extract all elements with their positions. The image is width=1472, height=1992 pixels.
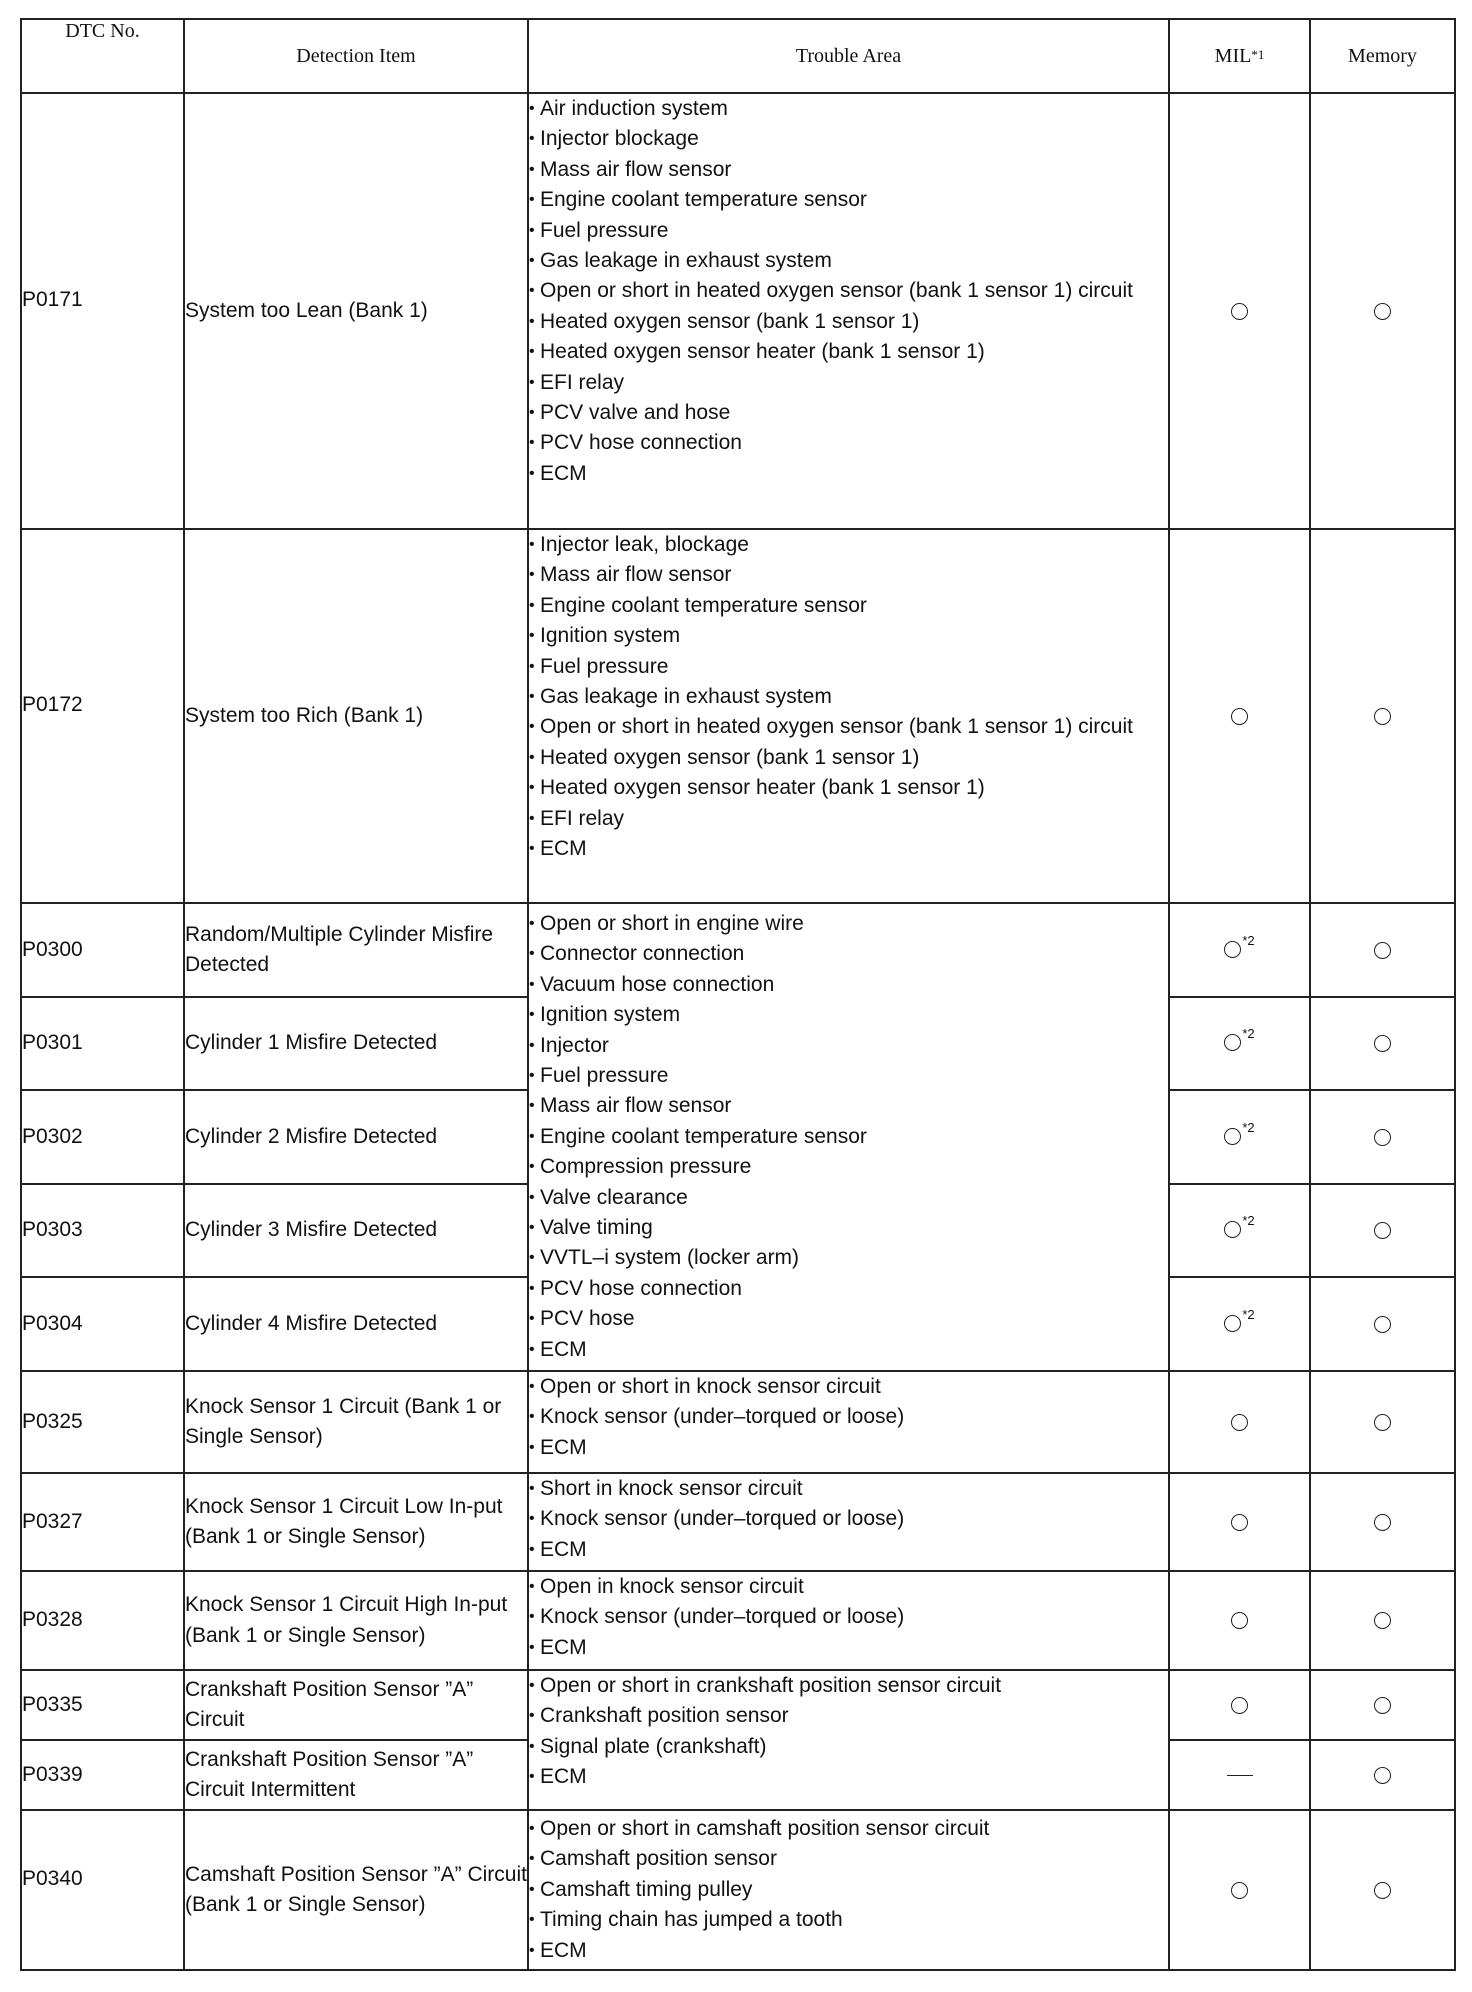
mil-circle-icon bbox=[1231, 708, 1248, 725]
trouble-area-list bbox=[529, 1372, 1168, 1463]
header-trouble-area: Trouble Area bbox=[528, 19, 1169, 93]
trouble-area-item: • ECM bbox=[529, 1335, 1168, 1365]
memory-cell bbox=[1310, 1810, 1455, 1970]
mil-footnote: *2 bbox=[1242, 1213, 1255, 1229]
mil-footnote: *2 bbox=[1242, 1026, 1255, 1042]
memory-circle-icon bbox=[1374, 1414, 1391, 1431]
mil-cell bbox=[1169, 1473, 1310, 1571]
dtc-code-cell bbox=[21, 1473, 184, 1571]
dtc-code-cell bbox=[21, 903, 184, 997]
trouble-area-item: • ECM bbox=[529, 459, 1168, 489]
trouble-area-item: • Crankshaft position sensor bbox=[529, 1701, 1168, 1731]
trouble-area-item: • Open or short in heated oxygen sensor (bank 1 sensor 1) circuit bbox=[529, 712, 1168, 742]
detection-item: Crankshaft Position Sensor ”A” Circuit Intermittent bbox=[184, 1740, 528, 1810]
trouble-area-item: • ECM bbox=[529, 1936, 1168, 1966]
detection-item: Random/Multiple Cylinder Misfire Detected bbox=[184, 903, 528, 997]
header-memory: Memory bbox=[1310, 19, 1455, 93]
dtc-table bbox=[20, 18, 1456, 1971]
detection-item: Cylinder 1 Misfire Detected bbox=[184, 997, 528, 1090]
dtc-code: P0327 bbox=[22, 1509, 83, 1533]
mil-circle-icon bbox=[1224, 1221, 1241, 1238]
mil-cell bbox=[1169, 93, 1310, 529]
trouble-area-item: • Engine coolant temperature sensor bbox=[529, 591, 1168, 621]
memory-cell bbox=[1310, 1473, 1455, 1571]
trouble-area-item: • ECM bbox=[529, 1633, 1168, 1663]
mil-cell bbox=[1169, 1090, 1310, 1184]
trouble-area-item: • Engine coolant temperature sensor bbox=[529, 1122, 1168, 1152]
detection-item: Crankshaft Position Sensor ”A” Circuit bbox=[184, 1670, 528, 1740]
header-mil-note: *1 bbox=[1251, 46, 1265, 62]
mil-cell bbox=[1169, 1371, 1310, 1473]
trouble-area-item: • Fuel pressure bbox=[529, 1061, 1168, 1091]
memory-cell bbox=[1310, 1740, 1455, 1810]
trouble-area-item: • Ignition system bbox=[529, 1000, 1168, 1030]
trouble-area-item: • ECM bbox=[529, 1762, 1168, 1792]
mil-circle-icon bbox=[1224, 1315, 1241, 1332]
detection-item: Cylinder 2 Misfire Detected bbox=[184, 1090, 528, 1184]
trouble-area-item: • Open in knock sensor circuit bbox=[529, 1572, 1168, 1602]
trouble-area-cell bbox=[528, 903, 1169, 1371]
header-mil-label: MIL bbox=[1214, 44, 1252, 67]
trouble-area-list bbox=[529, 530, 1168, 864]
mil-dash-icon bbox=[1227, 1775, 1253, 1777]
trouble-area-item: • Open or short in crankshaft position sensor circuit bbox=[529, 1671, 1168, 1701]
mil-cell bbox=[1169, 1810, 1310, 1970]
memory-circle-icon bbox=[1374, 942, 1391, 959]
mil-circle-icon bbox=[1224, 941, 1241, 958]
trouble-area-item: • Vacuum hose connection bbox=[529, 970, 1168, 1000]
memory-cell bbox=[1310, 1184, 1455, 1277]
trouble-area-item: • Air induction system bbox=[529, 94, 1168, 124]
trouble-area-item: • ECM bbox=[529, 1535, 1168, 1565]
memory-cell bbox=[1310, 1090, 1455, 1184]
trouble-area-item: • Knock sensor (under–torqued or loose) bbox=[529, 1504, 1168, 1534]
table-row bbox=[21, 1571, 1455, 1670]
trouble-area-item: • Fuel pressure bbox=[529, 652, 1168, 682]
detection-item: Knock Sensor 1 Circuit (Bank 1 or Single Sensor) bbox=[184, 1371, 528, 1473]
mil-cell bbox=[1169, 1740, 1310, 1810]
detection-item: Knock Sensor 1 Circuit High In-put (Bank 1 or Single Sensor) bbox=[184, 1571, 528, 1670]
trouble-area-item: • Valve clearance bbox=[529, 1183, 1168, 1213]
trouble-area-cell bbox=[528, 1473, 1169, 1571]
trouble-area-item: • Heated oxygen sensor (bank 1 sensor 1) bbox=[529, 307, 1168, 337]
memory-circle-icon bbox=[1374, 1222, 1391, 1239]
memory-circle-icon bbox=[1374, 1697, 1391, 1714]
mil-cell bbox=[1169, 1670, 1310, 1740]
trouble-area-item: • Gas leakage in exhaust system bbox=[529, 246, 1168, 276]
trouble-area-item: • VVTL–i system (locker arm) bbox=[529, 1243, 1168, 1273]
trouble-area-item: • Mass air flow sensor bbox=[529, 1091, 1168, 1121]
dtc-code-cell bbox=[21, 1277, 184, 1371]
memory-cell bbox=[1310, 529, 1455, 903]
trouble-area-item: • Fuel pressure bbox=[529, 216, 1168, 246]
mil-cell bbox=[1169, 1571, 1310, 1670]
mil-circle-icon bbox=[1231, 1514, 1248, 1531]
dtc-code-cell bbox=[21, 529, 184, 903]
trouble-area-list bbox=[529, 1671, 1168, 1793]
trouble-area-item: • Injector blockage bbox=[529, 124, 1168, 154]
trouble-area-item: • Heated oxygen sensor (bank 1 sensor 1) bbox=[529, 743, 1168, 773]
dtc-code: P0339 bbox=[22, 1762, 83, 1786]
dtc-code-cell bbox=[21, 1371, 184, 1473]
mil-footnote: *2 bbox=[1242, 1306, 1255, 1322]
detection-item: System too Lean (Bank 1) bbox=[184, 93, 528, 529]
mil-circle-icon bbox=[1231, 303, 1248, 320]
mil-footnote: *2 bbox=[1242, 932, 1255, 948]
trouble-area-item: • PCV hose bbox=[529, 1304, 1168, 1334]
trouble-area-list bbox=[529, 1474, 1168, 1565]
detection-item: Knock Sensor 1 Circuit Low In-put (Bank 1 or Single Sensor) bbox=[184, 1473, 528, 1571]
dtc-code-cell bbox=[21, 997, 184, 1090]
mil-cell bbox=[1169, 1277, 1310, 1371]
trouble-area-item: • Knock sensor (under–torqued or loose) bbox=[529, 1602, 1168, 1632]
memory-circle-icon bbox=[1374, 1514, 1391, 1531]
dtc-code: P0328 bbox=[22, 1608, 83, 1632]
table-row bbox=[21, 93, 1455, 529]
dtc-code: P0171 bbox=[22, 287, 83, 311]
trouble-area-item: • Heated oxygen sensor heater (bank 1 sensor 1) bbox=[529, 773, 1168, 803]
trouble-area-item: • Camshaft timing pulley bbox=[529, 1875, 1168, 1905]
trouble-area-list bbox=[529, 909, 1168, 1365]
trouble-area-item: • Compression pressure bbox=[529, 1152, 1168, 1182]
trouble-area-list bbox=[529, 94, 1168, 489]
trouble-area-cell bbox=[528, 1810, 1169, 1970]
trouble-area-item: • Mass air flow sensor bbox=[529, 560, 1168, 590]
dtc-code-cell bbox=[21, 1740, 184, 1810]
table-row bbox=[21, 1371, 1455, 1473]
dtc-code: P0325 bbox=[22, 1409, 83, 1433]
mil-footnote: *2 bbox=[1242, 1119, 1255, 1135]
mil-circle-icon bbox=[1231, 1414, 1248, 1431]
mil-cell bbox=[1169, 529, 1310, 903]
mil-cell bbox=[1169, 1184, 1310, 1277]
dtc-code-cell bbox=[21, 1090, 184, 1184]
mil-circle-icon bbox=[1231, 1612, 1248, 1629]
trouble-area-cell bbox=[528, 93, 1169, 529]
mil-cell bbox=[1169, 997, 1310, 1090]
trouble-area-item: • EFI relay bbox=[529, 804, 1168, 834]
detection-item: Cylinder 3 Misfire Detected bbox=[184, 1184, 528, 1277]
detection-item: System too Rich (Bank 1) bbox=[184, 529, 528, 903]
trouble-area-item: • ECM bbox=[529, 1433, 1168, 1463]
table-row bbox=[21, 1810, 1455, 1970]
dtc-code: P0304 bbox=[22, 1311, 83, 1335]
memory-cell bbox=[1310, 93, 1455, 529]
header-mil bbox=[1169, 19, 1310, 93]
dtc-code-cell bbox=[21, 1810, 184, 1970]
trouble-area-item: • Injector leak, blockage bbox=[529, 530, 1168, 560]
memory-cell bbox=[1310, 1277, 1455, 1371]
trouble-area-item: • Open or short in heated oxygen sensor (bank 1 sensor 1) circuit bbox=[529, 276, 1168, 306]
mil-circle-icon bbox=[1224, 1034, 1241, 1051]
table-row bbox=[21, 1670, 1455, 1740]
mil-circle-icon bbox=[1224, 1128, 1241, 1145]
table-row bbox=[21, 529, 1455, 903]
trouble-area-item: • Open or short in engine wire bbox=[529, 909, 1168, 939]
dtc-code: P0300 bbox=[22, 937, 83, 961]
dtc-code-cell bbox=[21, 93, 184, 529]
trouble-area-list bbox=[529, 1814, 1168, 1966]
dtc-code: P0340 bbox=[22, 1866, 83, 1890]
memory-cell bbox=[1310, 903, 1455, 997]
mil-circle-icon bbox=[1231, 1697, 1248, 1714]
dtc-code-cell bbox=[21, 1670, 184, 1740]
detection-item: Cylinder 4 Misfire Detected bbox=[184, 1277, 528, 1371]
trouble-area-cell bbox=[528, 529, 1169, 903]
trouble-area-item: • PCV hose connection bbox=[529, 428, 1168, 458]
trouble-area-list bbox=[529, 1572, 1168, 1663]
trouble-area-item: • Engine coolant temperature sensor bbox=[529, 185, 1168, 215]
memory-circle-icon bbox=[1374, 708, 1391, 725]
memory-circle-icon bbox=[1374, 1882, 1391, 1899]
memory-circle-icon bbox=[1374, 1767, 1391, 1784]
trouble-area-item: • Gas leakage in exhaust system bbox=[529, 682, 1168, 712]
trouble-area-item: • Timing chain has jumped a tooth bbox=[529, 1905, 1168, 1935]
dtc-code: P0335 bbox=[22, 1692, 83, 1716]
trouble-area-item: • Camshaft position sensor bbox=[529, 1844, 1168, 1874]
memory-circle-icon bbox=[1374, 1129, 1391, 1146]
memory-circle-icon bbox=[1374, 1612, 1391, 1629]
trouble-area-cell bbox=[528, 1371, 1169, 1473]
memory-cell bbox=[1310, 1371, 1455, 1473]
trouble-area-item: • Knock sensor (under–torqued or loose) bbox=[529, 1402, 1168, 1432]
dtc-code: P0303 bbox=[22, 1218, 83, 1242]
trouble-area-item: • Mass air flow sensor bbox=[529, 155, 1168, 185]
dtc-code: P0172 bbox=[22, 692, 83, 716]
trouble-area-item: • Open or short in knock sensor circuit bbox=[529, 1372, 1168, 1402]
dtc-code-cell bbox=[21, 1184, 184, 1277]
header-row bbox=[21, 19, 1455, 93]
trouble-area-item: • Connector connection bbox=[529, 939, 1168, 969]
trouble-area-item: • Injector bbox=[529, 1031, 1168, 1061]
trouble-area-item: • Valve timing bbox=[529, 1213, 1168, 1243]
trouble-area-item: • Ignition system bbox=[529, 621, 1168, 651]
dtc-code: P0302 bbox=[22, 1124, 83, 1148]
detection-item: Camshaft Position Sensor ”A” Circuit (Bank 1 or Single Sensor) bbox=[184, 1810, 528, 1970]
header-detection-item: Detection Item bbox=[184, 19, 528, 93]
dtc-code-cell bbox=[21, 1571, 184, 1670]
table-row bbox=[21, 903, 1455, 997]
memory-circle-icon bbox=[1374, 1035, 1391, 1052]
trouble-area-item: • Signal plate (crankshaft) bbox=[529, 1732, 1168, 1762]
mil-circle-icon bbox=[1231, 1882, 1248, 1899]
trouble-area-cell bbox=[528, 1670, 1169, 1810]
page bbox=[20, 18, 1456, 1971]
trouble-area-item: • Open or short in camshaft position sensor circuit bbox=[529, 1814, 1168, 1844]
trouble-area-item: • Short in knock sensor circuit bbox=[529, 1474, 1168, 1504]
memory-circle-icon bbox=[1374, 303, 1391, 320]
memory-cell bbox=[1310, 1571, 1455, 1670]
memory-circle-icon bbox=[1374, 1316, 1391, 1333]
trouble-area-cell bbox=[528, 1571, 1169, 1670]
trouble-area-item: • EFI relay bbox=[529, 368, 1168, 398]
table-row bbox=[21, 1473, 1455, 1571]
trouble-area-item: • ECM bbox=[529, 834, 1168, 864]
header-dtc-no: DTC No. bbox=[21, 19, 184, 93]
memory-cell bbox=[1310, 1670, 1455, 1740]
trouble-area-item: • PCV hose connection bbox=[529, 1274, 1168, 1304]
trouble-area-item: • PCV valve and hose bbox=[529, 398, 1168, 428]
trouble-area-item: • Heated oxygen sensor heater (bank 1 sensor 1) bbox=[529, 337, 1168, 367]
dtc-code: P0301 bbox=[22, 1031, 83, 1055]
memory-cell bbox=[1310, 997, 1455, 1090]
mil-cell bbox=[1169, 903, 1310, 997]
